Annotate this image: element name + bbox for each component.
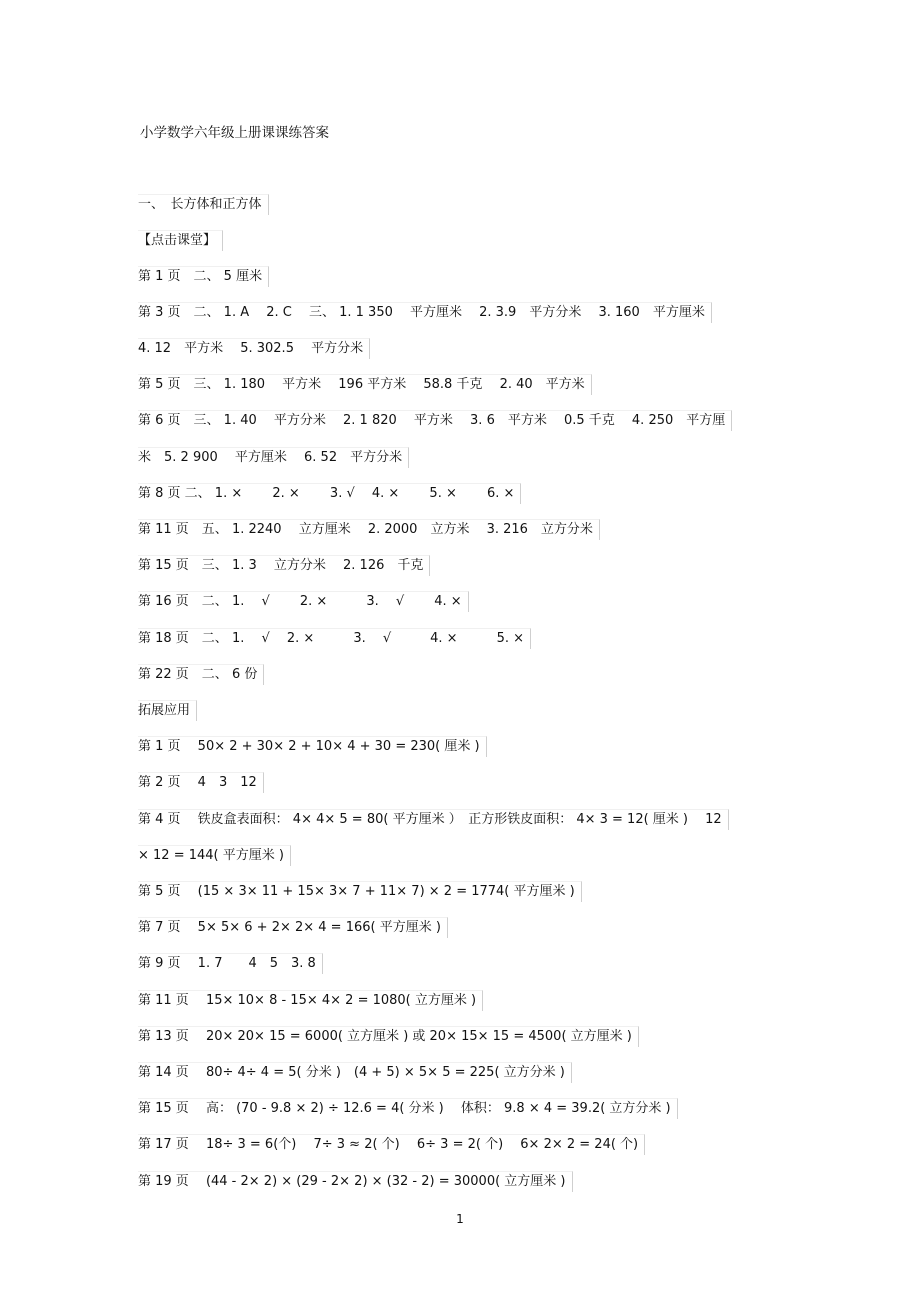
- answer-line: 第 3 页 二、 1. A 2. C 三、 1. 1 350 平方厘米 2. 3.9 平方分米 3. 160 平方厘米: [138, 302, 712, 323]
- document-title: 小学数学六年级上册课课练答案: [140, 125, 329, 141]
- answer-line: × 12 = 144( 平方厘米 ): [138, 845, 291, 866]
- answer-line: 第 17 页 18÷ 3 = 6(个) 7÷ 3 ≈ 2( 个) 6÷ 3 = 2( 个) 6× 2× 2 = 24( 个): [138, 1134, 645, 1155]
- answer-line: 第 6 页 三、 1. 40 平方分米 2. 1 820 平方米 3. 6 平方米 0.5 千克 4. 250 平方厘: [138, 410, 732, 431]
- answer-line: 第 5 页 (15 × 3× 11 + 15× 3× 7 + 11× 7) × 2 = 1774( 平方厘米 ): [138, 881, 582, 902]
- answer-line: 第 16 页 二、 1. √ 2. × 3. √ 4. ×: [138, 591, 469, 612]
- answer-line: 米 5. 2 900 平方厘米 6. 52 平方分米: [138, 447, 409, 468]
- answer-line: 【点击课堂】: [138, 230, 223, 251]
- answer-line: 第 15 页 高： (70 - 9.8 × 2) ÷ 12.6 = 4( 分米 ) 体积： 9.8 × 4 = 39.2( 立方分米 ): [138, 1098, 678, 1119]
- page-number: 1: [456, 1212, 464, 1226]
- answer-line: 第 11 页 15× 10× 8 - 15× 4× 2 = 1080( 立方厘米 ): [138, 990, 483, 1011]
- answer-line: 第 2 页 4 3 12: [138, 772, 264, 793]
- answer-line: 第 15 页 三、 1. 3 立方分米 2. 126 千克: [138, 555, 430, 576]
- answer-line: 第 7 页 5× 5× 6 + 2× 2× 4 = 166( 平方厘米 ): [138, 917, 448, 938]
- answer-line: 一、 长方体和正方体: [138, 194, 269, 215]
- answer-line: 第 5 页 三、 1. 180 平方米 196 平方米 58.8 千克 2. 40 平方米: [138, 374, 592, 395]
- answer-line: 4. 12 平方米 5. 302.5 平方分米: [138, 338, 370, 359]
- answer-line: 第 22 页 二、 6 份: [138, 664, 264, 685]
- answer-line: 第 9 页 1. 7 4 5 3. 8: [138, 953, 323, 974]
- answer-line: 第 19 页 (44 - 2× 2) × (29 - 2× 2) × (32 - 2) = 30000( 立方厘米 ): [138, 1171, 573, 1192]
- answer-line: 第 8 页 二、 1. × 2. × 3. √ 4. × 5. × 6. ×: [138, 483, 521, 504]
- answer-line: 第 1 页 50× 2 + 30× 2 + 10× 4 + 30 = 230( 厘米 ): [138, 736, 487, 757]
- answer-line: 第 14 页 80÷ 4÷ 4 = 5( 分米 ) (4 + 5) × 5× 5 = 225( 立方分米 ): [138, 1062, 572, 1083]
- answer-line: 第 4 页 铁皮盒表面积： 4× 4× 5 = 80( 平方厘米 ） 正方形铁皮面积： 4× 3 = 12( 厘米 ) 12: [138, 809, 729, 830]
- answer-line: 第 11 页 五、 1. 2240 立方厘米 2. 2000 立方米 3. 216 立方分米: [138, 519, 600, 540]
- answer-line: 第 18 页 二、 1. √ 2. × 3. √ 4. × 5. ×: [138, 628, 531, 649]
- answer-line: 第 13 页 20× 20× 15 = 6000( 立方厘米 ) 或 20× 15× 15 = 4500( 立方厘米 ): [138, 1026, 639, 1047]
- answer-line: 第 1 页 二、 5 厘米: [138, 266, 269, 287]
- answer-line: 拓展应用: [138, 700, 197, 721]
